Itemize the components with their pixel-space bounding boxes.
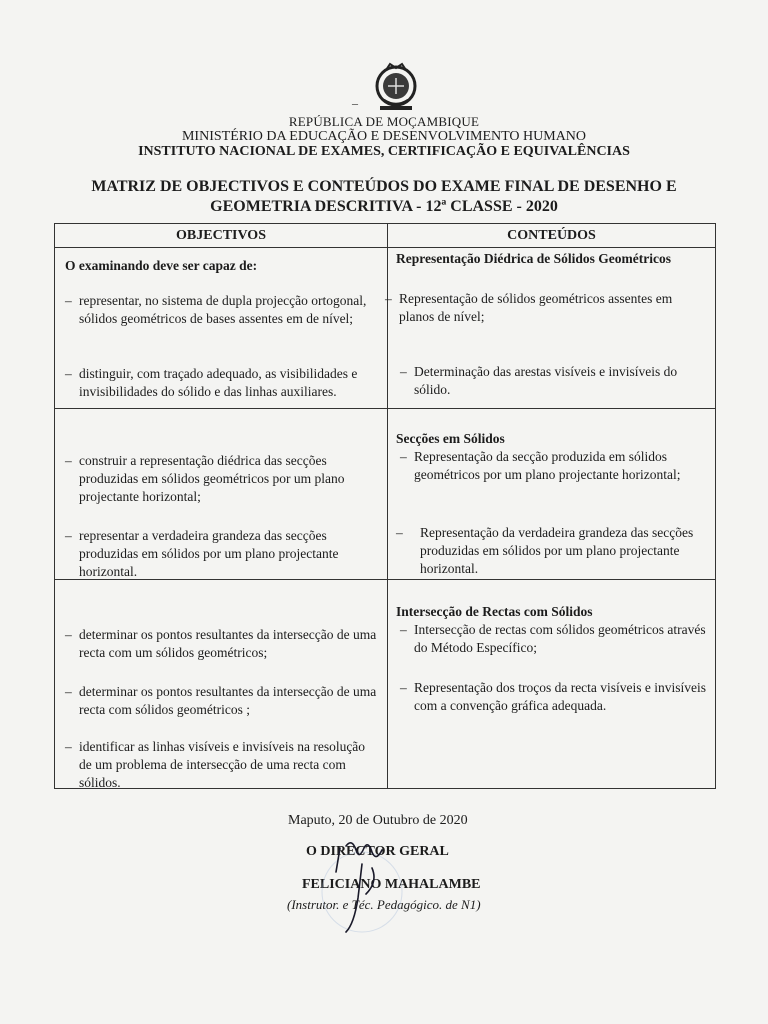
signatory-role: O DIRECTOR GERAL xyxy=(306,844,449,859)
objective-item: – distinguir, com traçado adequado, as visibilidades e invisibilidades do sólido e das linhas auxiliares. xyxy=(65,366,358,399)
document-title-line1: MATRIZ DE OBJECTIVOS E CONTEÚDOS DO EXAME FINAL DE DESENHO E xyxy=(91,178,677,195)
row-divider xyxy=(55,408,715,409)
content-item: – Determinação das arestas visíveis e invisíveis do sólido. xyxy=(400,364,678,397)
content-item: – Representação dos troços da recta visíveis e invisíveis com a convenção gráfica adequada. xyxy=(400,680,707,713)
objective-item: – determinar os pontos resultantes da intersecção de uma recta com um sólidos geométricos; xyxy=(65,627,377,660)
document-title-line2: GEOMETRIA DESCRITIVA - 12ª CLASSE - 2020 xyxy=(210,198,558,215)
section-title: Secções em Sólidos xyxy=(396,431,505,446)
section-title: Representação Diédrica de Sólidos Geométricos xyxy=(396,251,671,266)
objective-item: – representar, no sistema de dupla projecção ortogonal, sólidos geométricos de bases assentes em de nível; xyxy=(65,293,367,326)
section-title: Intersecção de Rectas com Sólidos xyxy=(396,604,593,619)
header-ministry: MINISTÉRIO DA EDUCAÇÃO E DESENVOLVIMENTO HUMANO xyxy=(181,129,587,144)
content-item: – Representação de sólidos geométricos assentes em planos de nível; xyxy=(385,291,673,324)
content-item: – Representação da verdadeira grandeza das secções produzidas em sólidos por um plano projectante horizontal. xyxy=(396,525,694,576)
column-header-objectivos: OBJECTIVOS xyxy=(176,228,266,243)
header-republic: REPÚBLICA DE MOÇAMBIQUE xyxy=(288,114,480,129)
objective-item: – construir a representação diédrica das secções produzidas em sólidos geométricos por um plano projectante horizontal; xyxy=(65,453,345,504)
objective-item: – representar a verdadeira grandeza das secções produzidas em sólidos por um plano projectante horizontal. xyxy=(65,528,339,579)
content-item: – Representação da secção produzida em sólidos geométricos por um plano projectante horizontal; xyxy=(400,449,681,482)
signatory-name: FELICIANO MAHALAMBE xyxy=(302,877,481,892)
row-divider xyxy=(55,247,715,248)
objectives-contents-table xyxy=(54,223,716,789)
header-institute: INSTITUTO NACIONAL DE EXAMES, CERTIFICAÇÃO E EQUIVALÊNCIAS xyxy=(138,144,630,159)
objective-item: – determinar os pontos resultantes da intersecção de uma recta com sólidos geométricos ; xyxy=(65,684,377,717)
objectives-intro: O examinando deve ser capaz de: xyxy=(65,258,258,273)
national-emblem-icon xyxy=(372,62,420,114)
column-header-conteudos: CONTEÚDOS xyxy=(507,228,596,243)
signatory-rank: (Instrutor. e Téc. Pedagógico. de N1) xyxy=(287,897,481,912)
place-date: Maputo, 20 de Outubro de 2020 xyxy=(288,813,468,828)
dash-mark: – xyxy=(352,96,358,110)
content-item: – Intersecção de rectas com sólidos geométricos através do Método Específico; xyxy=(400,622,706,655)
handwritten-signature xyxy=(302,828,422,940)
objective-item: – identificar as linhas visíveis e invisíveis na resolução de um problema de intersecção de uma recta com sólidos. xyxy=(65,739,366,790)
